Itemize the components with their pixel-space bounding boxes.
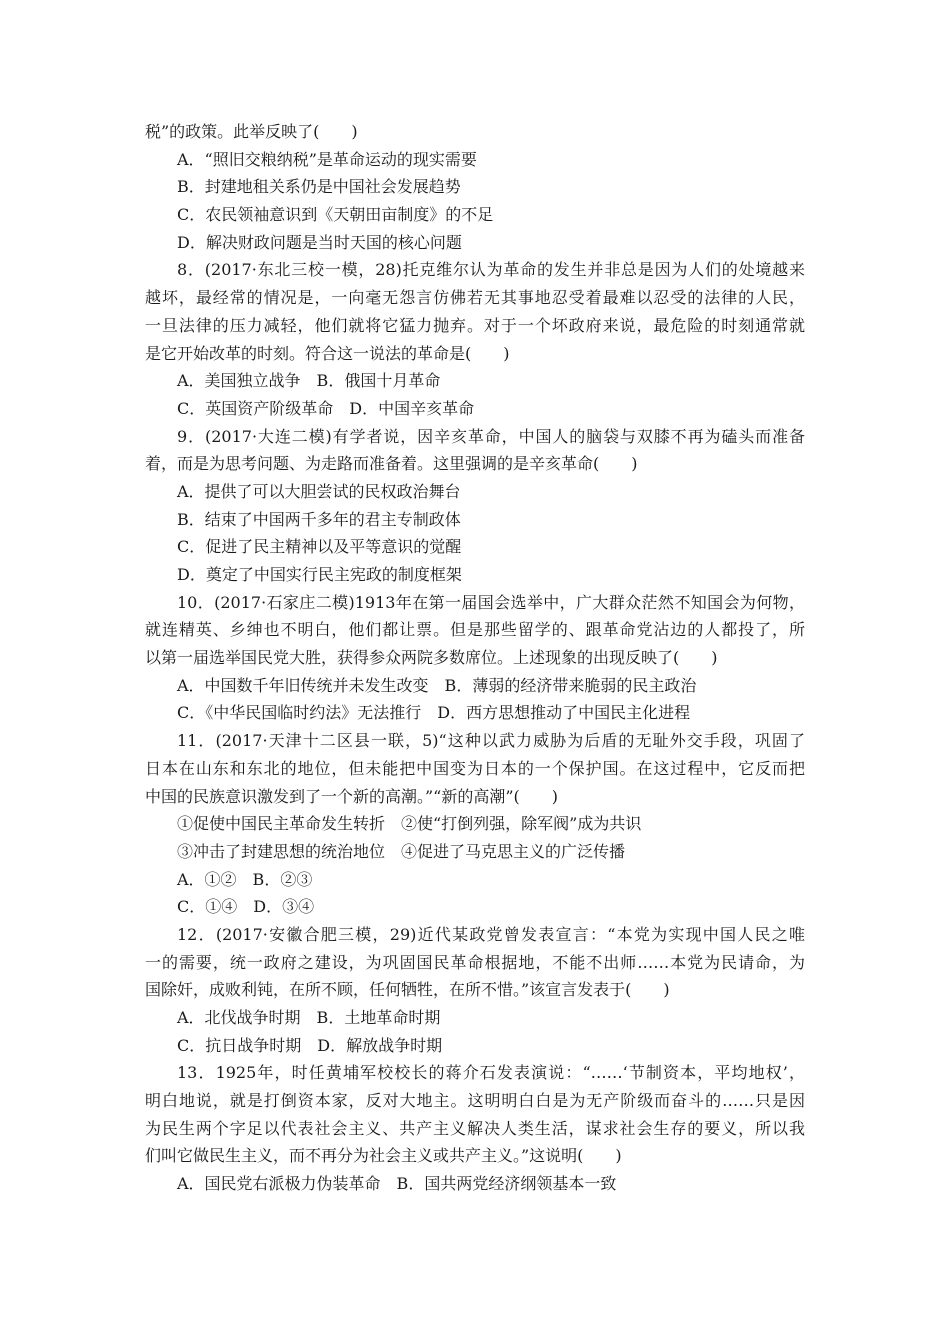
question-8-options-cd: C．英国资产阶级革命 D．中国辛亥革命 xyxy=(177,398,475,418)
question-12-stem-line: 一的需要，统一政府之建设，为巩固国民革命根据地，不能不出师……本党为民请命，为 xyxy=(145,952,805,972)
question-7-option-a: A．“照旧交粮纳税”是革命运动的现实需要 xyxy=(177,149,477,169)
question-13-stem-line: 13．1925年，时任黄埔军校校长的蒋介石发表演说：“……‘节制资本，平均地权’， xyxy=(177,1063,805,1083)
question-11-statements-12: ①促使中国民主革命发生转折 ②使“打倒列强，除军阀”成为共识 xyxy=(177,814,642,834)
question-12-options-ab: A．北伐战争时期 B．土地革命时期 xyxy=(177,1008,441,1027)
question-9-option-b: B．结束了中国两千多年的君主专制政体 xyxy=(177,509,461,529)
question-8-stem-line: 是它开始改革的时刻。符合这一说法的革命是( ) xyxy=(145,343,510,363)
question-9-stem-line: 9．(2017·大连二模)有学者说，因辛亥革命，中国人的脑袋与双膝不再为磕头而准备 xyxy=(177,426,805,446)
question-10-stem-line: 就连精英、乡绅也不明白，他们都让票。但是那些留学的、跟革命党沾边的人都投了，所 xyxy=(145,620,805,640)
question-10-stem-line: 10．(2017·石家庄二模)1913年在第一届国会选举中，广大群众茫然不知国会为何物， xyxy=(177,592,805,612)
question-11-options-ab: A．①② B．②③ xyxy=(177,869,313,889)
question-13-stem-line: 们叫它做民生主义，而不再分为社会主义或共产主义。”这说明( ) xyxy=(145,1146,622,1166)
question-8-stem-line: 一旦法律的压力减轻，他们就将它猛力抛弃。对于一个坏政府来说，最危险的时刻通常就 xyxy=(145,315,805,335)
question-11-statements-34: ③冲击了封建思想的统治地位 ④促进了马克思主义的广泛传播 xyxy=(177,841,626,861)
question-11-stem-line: 日本在山东和东北的地位，但未能把中国变为日本的一个保护国。在这过程中，它反而把 xyxy=(145,758,805,778)
question-8-options-ab: A．美国独立战争 B．俄国十月革命 xyxy=(177,371,441,391)
question-7-option-c: C．农民领袖意识到《天朝田亩制度》的不足 xyxy=(177,205,494,225)
question-8-stem-line: 8．(2017·东北三校一模，28)托克维尔认为革命的发生并非总是因为人们的处境越来 xyxy=(177,260,805,280)
question-12-stem-line: 国除奸，成败利钝，在所不顾，任何牺牲，在所不惜。”该宣言发表于( ) xyxy=(145,980,670,1000)
question-10-options-ab: A．中国数千年旧传统并未发生改变 B．薄弱的经济带来脆弱的民主政治 xyxy=(177,675,697,695)
question-11-stem-line: 11．(2017·天津十二区县一联，5)“这种以武力威胁为后盾的无耻外交手段，巩固了 xyxy=(177,731,805,751)
question-13-options-ab: A．国民党右派极力伪装革命 B．国共两党经济纲领基本一致 xyxy=(177,1174,617,1194)
question-9-option-d: D．奠定了中国实行民主宪政的制度框架 xyxy=(177,565,462,584)
question-7-stem-line: 税”的政策。此举反映了( ) xyxy=(145,122,358,141)
question-7-option-b: B．封建地租关系仍是中国社会发展趋势 xyxy=(177,177,461,197)
question-9-option-a: A．提供了可以大胆尝试的民权政治舞台 xyxy=(177,481,461,501)
question-10-stem-line: 以第一届选举国民党大胜，获得参众两院多数席位。上述现象的出现反映了( ) xyxy=(145,648,718,668)
question-8-stem-line: 越坏，最经常的情况是，一向毫无怨言仿佛若无其事地忍受着最难以忍受的法律的人民， xyxy=(145,288,805,308)
question-13-stem-line: 为民生两个字足以代表社会主义、共产主义解决人类生活，谋求社会生存的要义，所以我 xyxy=(145,1118,805,1138)
question-9-option-c: C．促进了民主精神以及平等意识的觉醒 xyxy=(177,537,462,557)
question-13-stem-line: 明白地说，就是打倒资本家，反对大地主。这明明白白是为无产阶级而奋斗的……只是因 xyxy=(145,1091,805,1111)
question-11-stem-line: 中国的民族意识激发到了一个新的高潮。”“新的高潮”( ) xyxy=(145,786,559,806)
question-11-options-cd: C．①④ D．③④ xyxy=(177,897,315,917)
question-10-options-cd: C．《中华民国临时约法》无法推行 D．西方思想推动了中国民主化进程 xyxy=(177,703,691,723)
question-12-options-cd: C．抗日战争时期 D．解放战争时期 xyxy=(177,1035,443,1055)
question-7-option-d: D．解决财政问题是当时天国的核心问题 xyxy=(177,232,462,252)
question-12-stem-line: 12．(2017·安徽合肥三模，29)近代某政党曾发表宣言：“本党为实现中国人民之唯 xyxy=(177,924,805,944)
document-page xyxy=(145,118,805,1198)
question-9-stem-line: 着，而是为思考问题、为走路而准备着。这里强调的是辛亥革命( ) xyxy=(145,454,638,474)
